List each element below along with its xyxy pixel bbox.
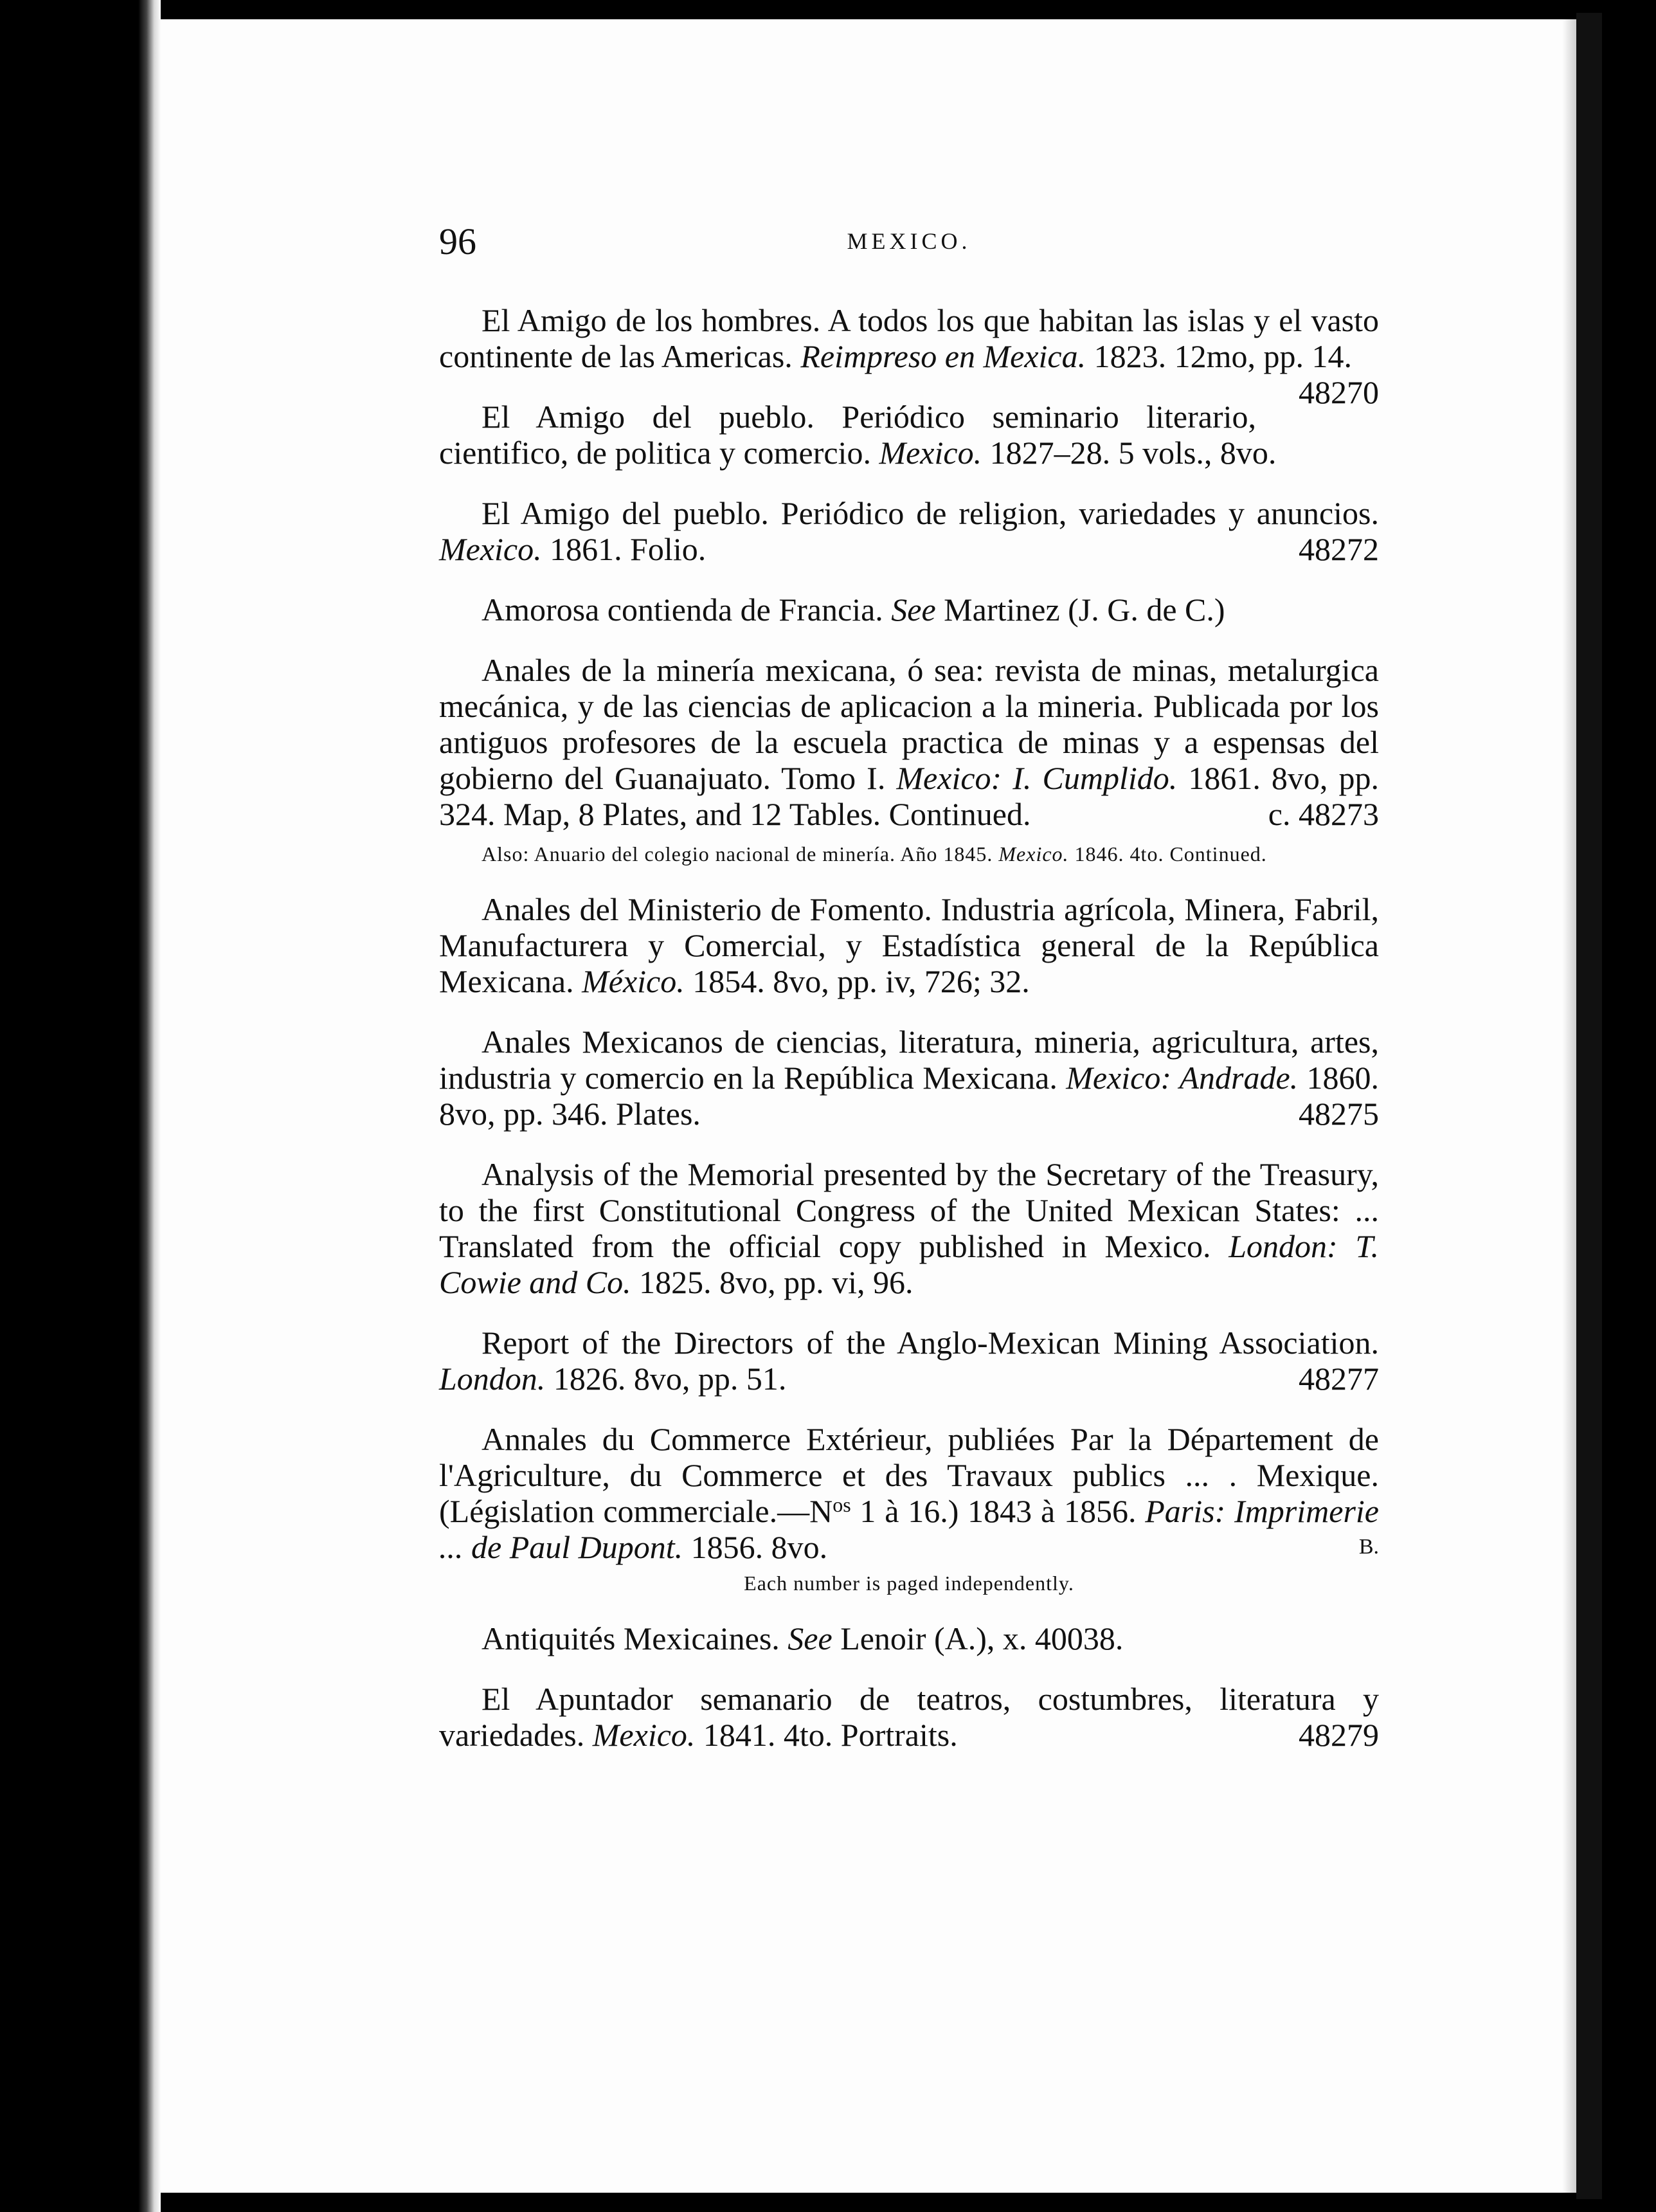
entry-amigo-pueblo-1861: El Amigo del pueblo. Periódico de religion, variedades y anuncios. Mexico. 1861. Folio. 48272 — [439, 495, 1379, 567]
entry-number: c. 48273 — [1268, 796, 1379, 832]
entry-annales-commerce: Annales du Commerce Extérieur, publiées Par la Département de l'Agriculture, du Commerce et des Travaux publics ... . Mexique. (Législation $commerciale.—N^{os}$ 1 à 16.) 1843 à 1856. Paris: Imprimerie ... de Paul Dupont. 1856. 8vo. B. — [439, 1421, 1379, 1565]
catalogue-entries — [439, 302, 1379, 1777]
entry-anales-fomento: Anales del Ministerio de Fomento. Industria agrícola, Minera, Fabril, Manufacturera y Comercial, y Estadística general de la República Mexicana. México. 1854. 8vo, pp. iv, 726; 32. — [439, 891, 1379, 999]
entry-anales-mexicanos: Anales Mexicanos de ciencias, literatura, mineria, agricultura, artes, industria y comercio en la República Mexicana. Mexico: Andrade. 1860. 8vo, pp. 346. Plates. 48275 — [439, 1024, 1380, 1132]
entry-apuntador: El Apuntador semanario de teatros, costumbres, literatura y variedades. Mexico. 1841. 4to. Portraits. 48279 — [439, 1681, 1379, 1753]
running-head: MEXICO. — [847, 228, 971, 254]
page-edge — [1562, 19, 1576, 2193]
entry-number: 48277 — [1299, 1361, 1379, 1397]
entry-amorosa-contienda: Amorosa contienda de Francia. See Martinez (J. G. de C.) — [482, 592, 1225, 628]
entry-number: 48279 — [1299, 1717, 1379, 1753]
page-header — [439, 220, 1379, 271]
note-anuario: Also: Anuario del colegio nacional de minería. Año 1845. Mexico. 1846. 4to. Continued. — [482, 842, 1267, 866]
note-paged: Each number is paged independently. — [744, 1572, 1074, 1595]
entry-number: 48270 — [1299, 374, 1379, 410]
binding-edge — [0, 0, 161, 2212]
entry-mark: B. — [1358, 1535, 1379, 1559]
entry-report-anglo-mexican: Report of the Directors of the Anglo-Mexican Mining Association. London. 1826. 8vo, pp. 51. 48277 — [439, 1325, 1379, 1397]
entry-number: 48275 — [1299, 1096, 1379, 1132]
entry-analysis-memorial: Analysis of the Memorial presented by the Secretary of the Treasury, to the first Constitutional Congress of the United Mexican States: ... Translated from the official copy published in Mexico. London: T. Cowie and Co. 1825. 8vo, pp. vi, 96. — [439, 1156, 1379, 1300]
next-leaf-edge — [1576, 13, 1602, 2199]
page-number: 96 — [439, 221, 476, 262]
entry-amigo-hombres: El Amigo de los hombres. A todos los que habitan las islas y el vasto continente de las Americas. Reimpreso en Mexica. 1823. 12mo, pp. 14. 48270 — [439, 302, 1379, 410]
entry-number: 48272 — [1299, 531, 1379, 567]
entry-antiquites: Antiquités Mexicaines. See Lenoir (A.), x. 40038. — [482, 1620, 1124, 1656]
entry-anales-mineria: Anales de la minería mexicana, ó sea: revista de minas, metalurgica mecánica, y de las ciencias de aplicacion a la mineria. Publicada por los antiguos profesores de la escuela practica de minas y a espensas del gobierno del Guanajuato. Tomo I. Mexico: I. Cumplido. 1861. 8vo, pp. 324. Map, 8 Plates, and 12 Tables. Continued. c. 48273 — [439, 652, 1380, 832]
entry-amigo-pueblo-1827: El Amigo del pueblo. Periódico seminario literario, cientifico, de politica y comercio. Mexico. 1827–28. 5 vols., 8vo. — [439, 399, 1277, 471]
